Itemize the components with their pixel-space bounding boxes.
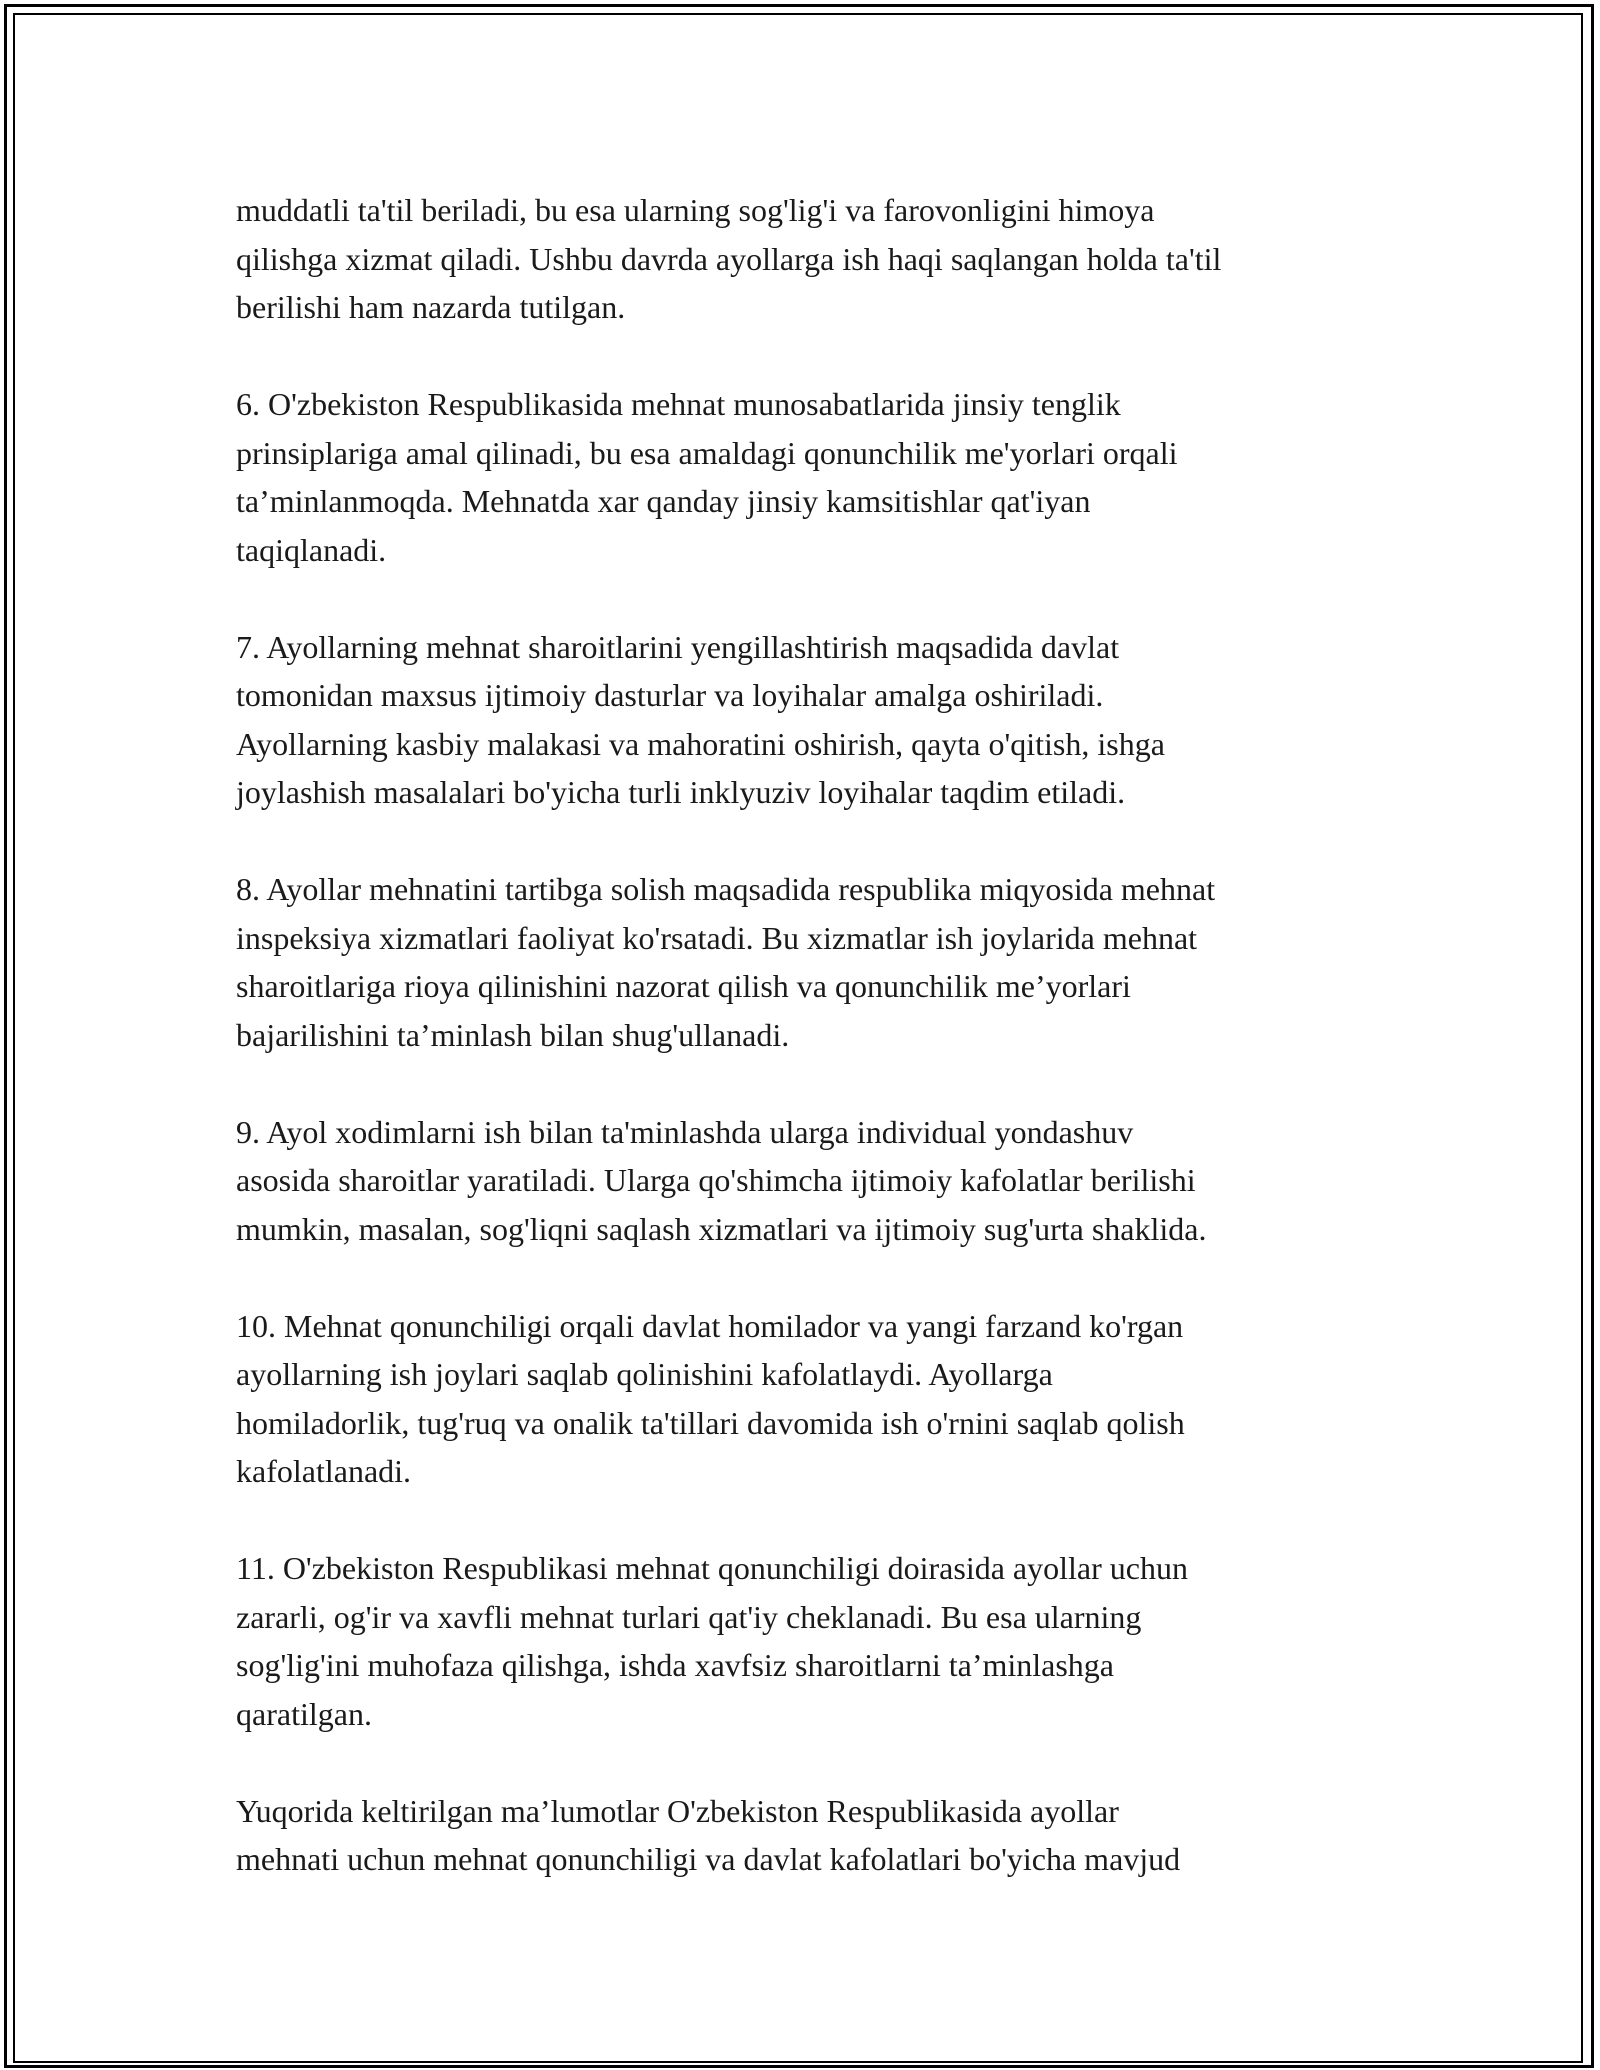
text-line: Yuqorida keltirilgan ma’lumotlar O'zbekiston Respublikasida ayollar — [236, 1792, 1119, 1829]
text-line: homiladorlik, tug'ruq va onalik ta'tillari davomida ish o'rnini saqlab qolish — [236, 1404, 1185, 1441]
text-line: 11. O'zbekiston Respublikasi mehnat qonunchiligi doirasida ayollar uchun — [236, 1550, 1188, 1586]
document-body — [236, 186, 1386, 1932]
text-line: taqiqlanadi. — [236, 531, 387, 568]
text-line: tomonidan maxsus ijtimoiy dasturlar va loyihalar amalga oshiriladi. — [236, 677, 1104, 713]
text-line: qaratilgan. — [236, 1695, 372, 1732]
text-line: muddatli ta'til beriladi, bu esa ularning sog'lig'i va farovonligini himoya — [236, 192, 1155, 228]
paragraph-item-9 — [236, 1108, 1386, 1254]
text-line: ta’minlanmoqda. Mehnatda xar qanday jinsiy kamsitishlar qat'iyan — [236, 483, 1091, 519]
text-line: prinsiplariga amal qilinadi, bu esa amaldagi qonunchilik me'yorlari orqali — [236, 434, 1178, 471]
text-line: berilishi ham nazarda tutilgan. — [236, 289, 626, 325]
text-line: 7. Ayollarning mehnat sharoitlarini yengillashtirish maqsadida davlat — [236, 628, 1120, 665]
text-line: 8. Ayollar mehnatini tartibga solish maqsadida respublika miqyosida mehnat — [236, 871, 1216, 907]
paragraph-item-8 — [236, 865, 1386, 1059]
text-line: 9. Ayol xodimlarni ish bilan ta'minlashda ularga individual yondashuv — [236, 1113, 1134, 1150]
text-line: sog'lig'ini muhofaza qilishga, ishda xavfsiz sharoitlarni ta’minlashga — [236, 1647, 1114, 1683]
text-line: mehnati uchun mehnat qonunchiligi va davlat kafolatlari bo'yicha mavjud — [236, 1841, 1181, 1877]
text-line: sharoitlariga rioya qilinishini nazorat qilish va qonunchilik me’yorlari — [236, 968, 1131, 1004]
text-line: inspeksiya xizmatlari faoliyat ko'rsatadi. Bu xizmatlar ish joylarida mehnat — [236, 919, 1198, 956]
text-line: 10. Mehnat qonunchiligi orqali davlat homilador va yangi farzand ko'rgan — [236, 1307, 1184, 1344]
paragraph-continuation — [236, 186, 1386, 332]
paragraph-item-11 — [236, 1544, 1386, 1738]
text-line: joylashish masalalari bo'yicha turli inklyuziv loyihalar taqdim etiladi. — [236, 774, 1126, 810]
text-line: bajarilishini ta’minlash bilan shug'ullanadi. — [236, 1016, 790, 1053]
text-line: 6. O'zbekiston Respublikasida mehnat munosabatlarida jinsiy tenglik — [236, 386, 1121, 422]
text-line: zararli, og'ir va xavfli mehnat turlari qat'iy cheklanadi. Bu esa ularning — [236, 1598, 1142, 1635]
text-line: kafolatlanadi. — [236, 1453, 412, 1489]
paragraph-item-7 — [236, 623, 1386, 817]
paragraph-conclusion — [236, 1787, 1386, 1884]
text-line: qilishga xizmat qiladi. Ushbu davrda ayollarga ish haqi saqlangan holda ta'til — [236, 240, 1222, 277]
text-line: ayollarning ish joylari saqlab qolinishini kafolatlaydi. Ayollarga — [236, 1356, 1053, 1392]
paragraph-item-10 — [236, 1302, 1386, 1496]
text-line: Ayollarning kasbiy malakasi va mahoratini oshirish, qayta o'qitish, ishga — [236, 725, 1165, 762]
text-line: asosida sharoitlar yaratiladi. Ularga qo'shimcha ijtimoiy kafolatlar berilishi — [236, 1162, 1196, 1198]
paragraph-item-6 — [236, 380, 1386, 574]
text-line: mumkin, masalan, sog'liqni saqlash xizmatlari va ijtimoiy sug'urta shaklida. — [236, 1210, 1207, 1247]
